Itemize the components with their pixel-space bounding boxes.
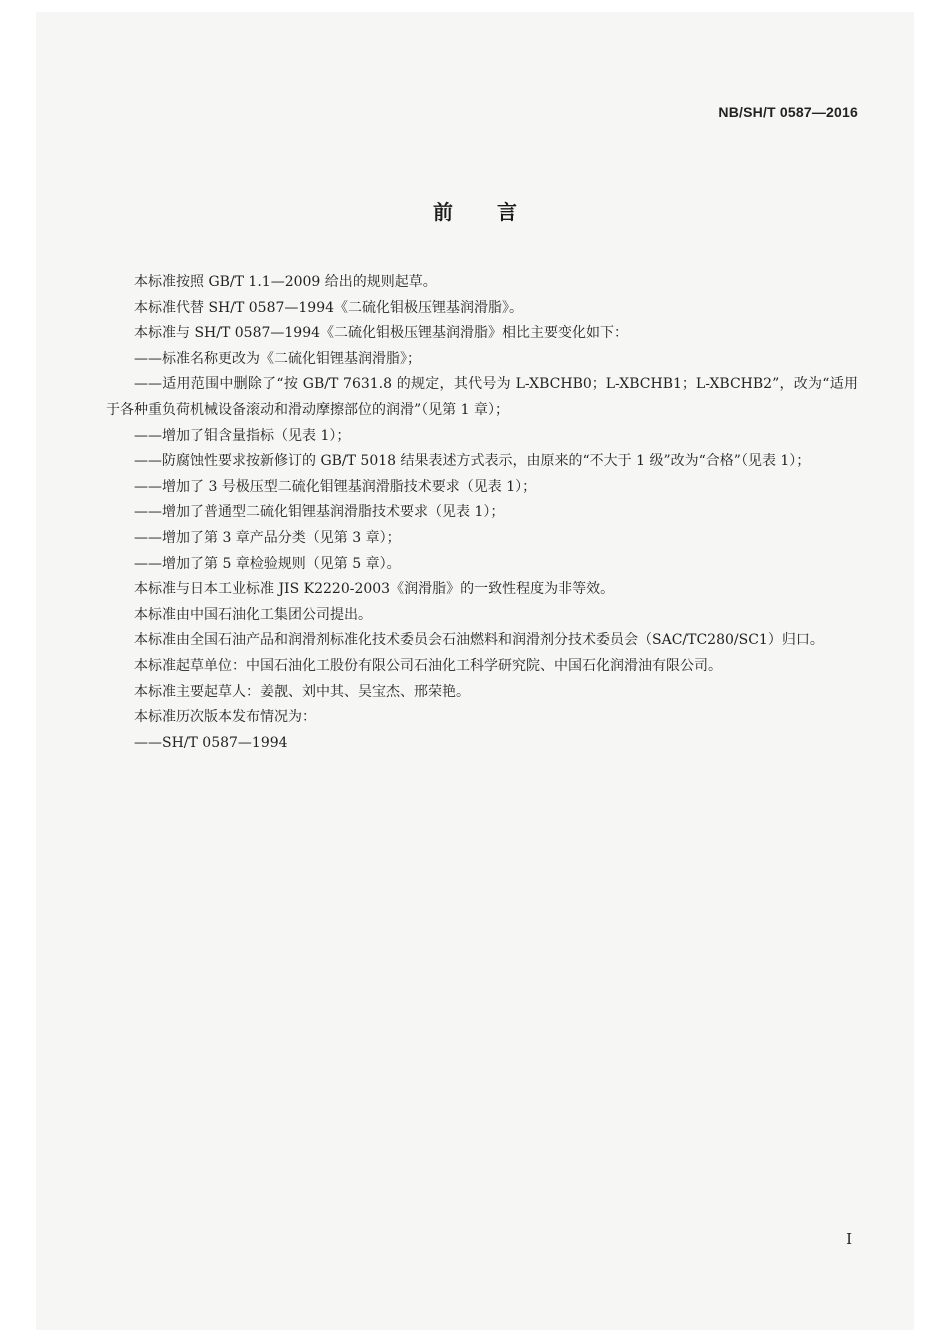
- list-item-change-chapter5: ——增加了第 5 章检验规则（见第 5 章）。: [134, 555, 401, 572]
- list-item-change-name: ——标准名称更改为《二硫化钼锂基润滑脂》；: [134, 350, 421, 367]
- list-item-change-grade3: ——增加了 3 号极压型二硫化钼锂基润滑脂技术要求（见表 1）；: [134, 478, 537, 495]
- foreword-body: [106, 270, 858, 756]
- paragraph-drafting-units: 本标准起草单位：中国石油化工股份有限公司石油化工科学研究院、中国石化润滑油有限公司。: [134, 657, 722, 674]
- paragraph-proposed-by: 本标准由中国石油化工集团公司提出。: [134, 606, 372, 623]
- paragraph-changes-intro: 本标准与 SH/T 0587—1994《二硫化钼极压锂基润滑脂》相比主要变化如下：: [134, 325, 629, 342]
- list-item-change-general-type: ——增加了普通型二硫化钼锂基润滑脂技术要求（见表 1）；: [134, 504, 505, 521]
- paragraph-administered-by: 本标准由全国石油产品和润滑剂标准化技术委员会石油燃料和润滑剂分技术委员会（SAC/TC280/SC1）归口。: [134, 632, 824, 649]
- paragraph-consistency: 本标准与日本工业标准 JIS K2220-2003《润滑脂》的一致性程度为非等效。: [134, 581, 615, 598]
- list-item-change-chapter3: ——增加了第 3 章产品分类（见第 3 章）；: [134, 529, 401, 546]
- paragraph-drafting-rules: 本标准按照 GB/T 1.1—2009 给出的规则起草。: [134, 274, 437, 290]
- page-number: I: [846, 1230, 852, 1248]
- list-item-history-version: ——SH/T 0587—1994: [134, 734, 288, 751]
- paragraph-drafters: 本标准主要起草人：姜靓、刘中其、吴宝杰、邢荣艳。: [134, 683, 470, 700]
- paragraph-history-intro: 本标准历次版本发布情况为：: [134, 709, 316, 726]
- list-item-change-molybdenum: ——增加了钼含量指标（见表 1）；: [134, 427, 351, 444]
- standard-code: NB/SH/T 0587—2016: [718, 104, 858, 120]
- list-item-change-corrosion: ——防腐蚀性要求按新修订的 GB/T 5018 结果表述方式表示，由原来的“不大于 1 级”改为“合格”（见表 1）；: [134, 453, 811, 470]
- list-item-change-scope: ——适用范围中删除了“按 GB/T 7631.8 的规定，其代号为 L-XBCHB0；L-XBCHB1；L-XBCHB2”，改为“适用于各种重负荷机械设备滚动和滑动摩擦部位的润滑”（见第 1 章）；: [106, 376, 858, 418]
- page-title: 前言: [433, 200, 561, 224]
- paragraph-replaces: 本标准代替 SH/T 0587—1994《二硫化钼极压锂基润滑脂》。: [134, 299, 524, 316]
